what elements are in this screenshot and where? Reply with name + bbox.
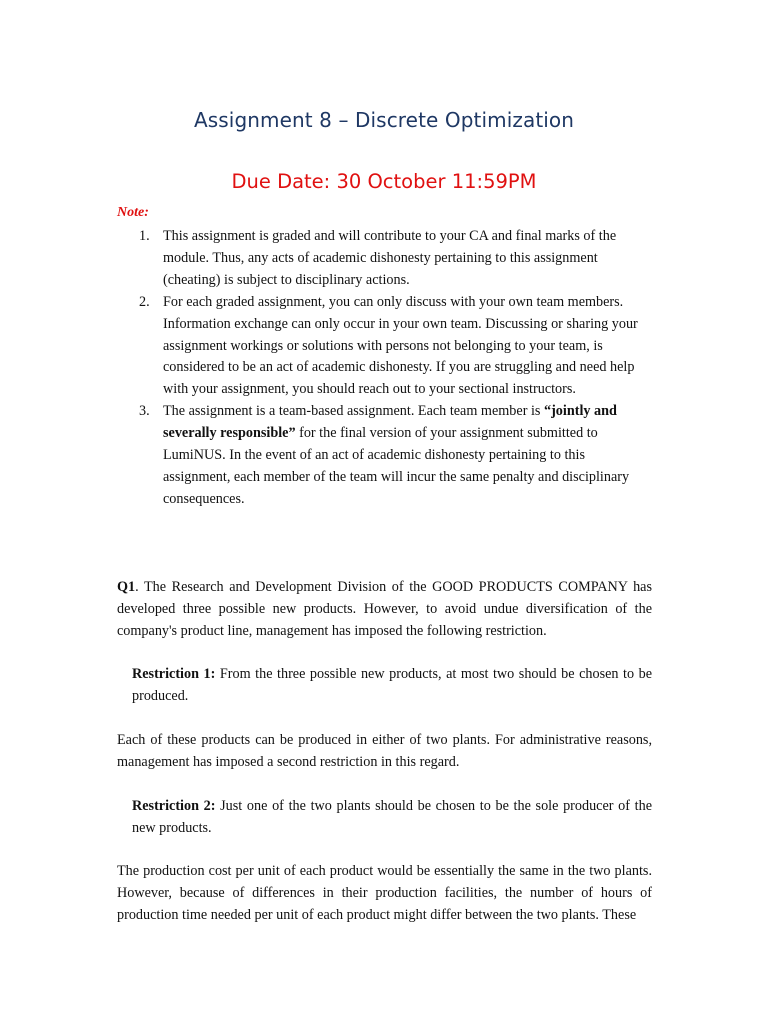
- question-1-paragraph: [117, 577, 652, 643]
- restriction-text: Just one of the two plants should be chosen to be the sole producer of the new products.: [132, 798, 652, 836]
- note-text: The assignment is a team-based assignment. Each team member is: [163, 403, 544, 420]
- note-text-continued: for the final version of your assignment submitted to LumiNUS. In the event of an act of academic dishonesty pertaining to this assignment, each member of the team will incur the same penalty and disciplinary consequences.: [163, 425, 630, 507]
- restriction-1: [132, 664, 652, 708]
- due-date: Due Date: 30 October 11:59PM: [231, 170, 537, 193]
- note-item-2: [0, 292, 653, 402]
- note-number: 2.: [139, 293, 150, 310]
- restriction-2: [132, 796, 652, 840]
- note-text: For each graded assignment, you can only discuss with your own team members. Information exchange can only occur in your own team. Discussing or sharing your assignment workings or solutions with persons not belonging to your team, is considered to be an act of academic dishonesty. If you are struggling and need help with your assignment, you should reach out to your sectional instructors.: [163, 293, 638, 398]
- question-label: Q1: [117, 579, 136, 595]
- note-label: Note:: [117, 205, 149, 220]
- note-list: [0, 226, 768, 511]
- question-text: . The Research and Development Division of the GOOD PRODUCTS COMPANY has developed three possible new products. However, to avoid undue diversification of the company's product line, management has imposed the following restriction.: [117, 579, 652, 639]
- production-cost-paragraph: The production cost per unit of each product would be essentially the same in the two plants. However, because of differences in their production facilities, the number of hours of production time needed per unit of each product might differ between the two plants. These: [117, 863, 652, 923]
- restriction-label: Restriction 1:: [132, 666, 216, 682]
- page-title: Assignment 8 – Discrete Optimization: [193, 108, 575, 132]
- restriction-label: Restriction 2:: [132, 798, 216, 814]
- note-number: 1.: [139, 228, 150, 244]
- note-item-1: [0, 226, 653, 292]
- note-number: 3.: [139, 403, 150, 420]
- note-item-3: [0, 401, 653, 511]
- note-emphasis: “jointly and severally responsible”: [163, 403, 617, 442]
- restriction-text: From the three possible new products, at most two should be chosen to be produced.: [132, 666, 652, 704]
- note-text: This assignment is graded and will contribute to your CA and final marks of the module. Thus, any acts of academic dishonesty pertaining to this assignment (cheating) is subject to disciplinary actions.: [163, 228, 617, 288]
- plants-paragraph: Each of these products can be produced in either of two plants. For administrative reasons, management has imposed a second restriction in this regard.: [117, 732, 652, 770]
